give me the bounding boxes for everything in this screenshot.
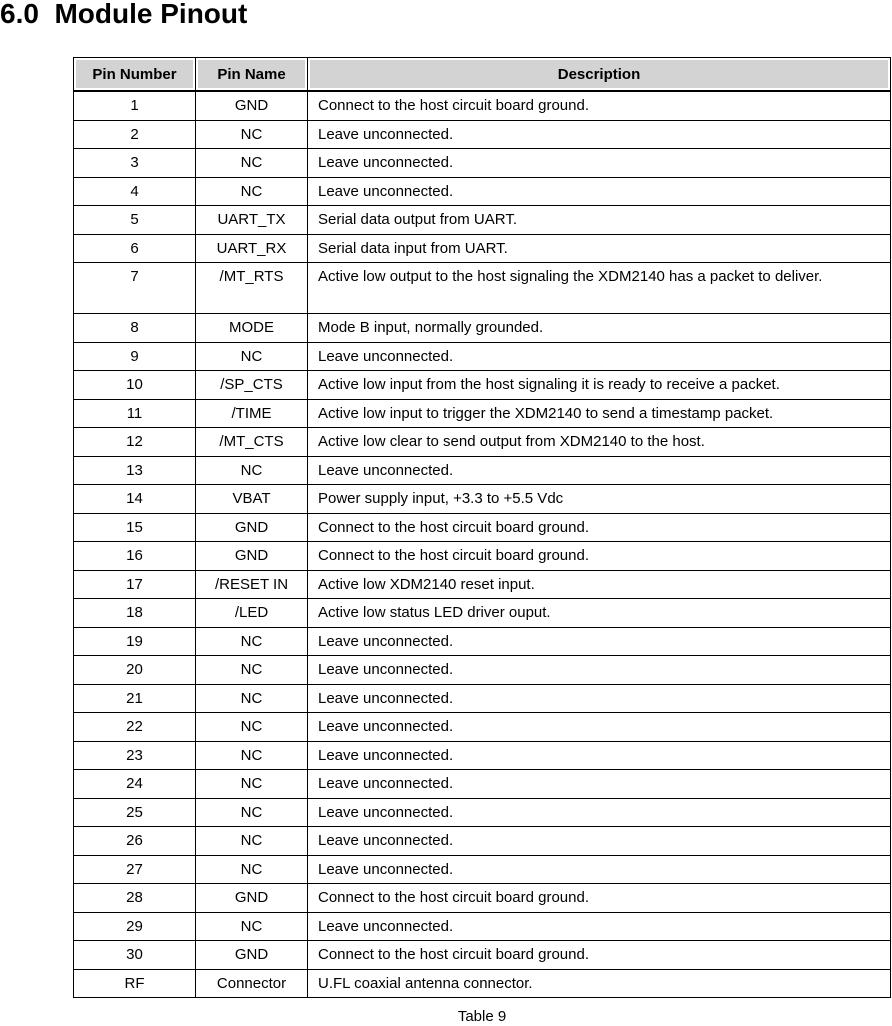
pin-number-cell: 24: [74, 770, 196, 799]
table-row: [74, 770, 891, 799]
description-cell: Active low XDM2140 reset input.: [308, 570, 891, 599]
table-row: [74, 713, 891, 742]
pin-number-cell: 6: [74, 234, 196, 263]
pin-name-cell: VBAT: [196, 485, 308, 514]
table-row: [74, 855, 891, 884]
description-cell: Active low input from the host signaling it is ready to receive a packet.: [308, 371, 891, 400]
pin-name-cell: NC: [196, 770, 308, 799]
table-row: [74, 912, 891, 941]
pinout-table-body: [74, 91, 891, 998]
description-cell: Serial data output from UART.: [308, 206, 891, 235]
table-row: [74, 542, 891, 571]
table-row: [74, 941, 891, 970]
pin-name-cell: NC: [196, 713, 308, 742]
table-row: [74, 371, 891, 400]
description-cell: Leave unconnected.: [308, 684, 891, 713]
pin-number-cell: 22: [74, 713, 196, 742]
pin-number-cell: 25: [74, 798, 196, 827]
description-cell: Leave unconnected.: [308, 120, 891, 149]
table-row: [74, 120, 891, 149]
pin-number-cell: 13: [74, 456, 196, 485]
description-cell: Connect to the host circuit board ground.: [308, 542, 891, 571]
description-cell: Active low clear to send output from XDM2140 to the host.: [308, 428, 891, 457]
pin-name-cell: UART_TX: [196, 206, 308, 235]
description-cell: Leave unconnected.: [308, 149, 891, 178]
description-cell: Active low output to the host signaling the XDM2140 has a packet to deliver.: [308, 263, 891, 314]
table-row: [74, 513, 891, 542]
description-cell: Leave unconnected.: [308, 627, 891, 656]
pin-name-cell: GND: [196, 884, 308, 913]
table-row: [74, 456, 891, 485]
pin-number-cell: 2: [74, 120, 196, 149]
table-row: [74, 314, 891, 343]
pin-number-cell: 26: [74, 827, 196, 856]
description-cell: Serial data input from UART.: [308, 234, 891, 263]
table-row: [74, 428, 891, 457]
description-cell: Active low status LED driver ouput.: [308, 599, 891, 628]
pin-number-cell: 11: [74, 399, 196, 428]
pin-name-cell: NC: [196, 456, 308, 485]
pin-name-cell: NC: [196, 656, 308, 685]
pin-number-cell: RF: [74, 969, 196, 998]
pin-number-cell: 10: [74, 371, 196, 400]
description-cell: Connect to the host circuit board ground.: [308, 513, 891, 542]
description-cell: Leave unconnected.: [308, 827, 891, 856]
table-row: [74, 969, 891, 998]
table-row: [74, 798, 891, 827]
pin-number-cell: 19: [74, 627, 196, 656]
description-cell: Leave unconnected.: [308, 798, 891, 827]
pin-name-cell: GND: [196, 513, 308, 542]
column-header-pin-name: Pin Name: [196, 58, 308, 92]
description-cell: Active low input to trigger the XDM2140 to send a timestamp packet.: [308, 399, 891, 428]
pin-number-cell: 23: [74, 741, 196, 770]
pin-name-cell: Connector: [196, 969, 308, 998]
description-cell: Connect to the host circuit board ground.: [308, 941, 891, 970]
column-header-description: Description: [308, 58, 891, 92]
pin-number-cell: 14: [74, 485, 196, 514]
pin-number-cell: 3: [74, 149, 196, 178]
pin-name-cell: /RESET IN: [196, 570, 308, 599]
description-cell: Leave unconnected.: [308, 177, 891, 206]
description-cell: Leave unconnected.: [308, 656, 891, 685]
table-caption: Table 9: [457, 1008, 507, 1025]
table-row: [74, 741, 891, 770]
description-cell: Leave unconnected.: [308, 912, 891, 941]
pin-number-cell: 15: [74, 513, 196, 542]
column-header-pin-number: Pin Number: [74, 58, 196, 92]
pin-name-cell: NC: [196, 827, 308, 856]
pin-name-cell: /SP_CTS: [196, 371, 308, 400]
table-row: [74, 234, 891, 263]
table-row: [74, 884, 891, 913]
pin-number-cell: 21: [74, 684, 196, 713]
pin-name-cell: GND: [196, 542, 308, 571]
pin-number-cell: 4: [74, 177, 196, 206]
pin-number-cell: 20: [74, 656, 196, 685]
pin-name-cell: MODE: [196, 314, 308, 343]
table-row: [74, 627, 891, 656]
pin-name-cell: GND: [196, 941, 308, 970]
table-row: [74, 177, 891, 206]
pin-number-cell: 27: [74, 855, 196, 884]
table-row: [74, 263, 891, 314]
table-row: [74, 342, 891, 371]
table-row: [74, 149, 891, 178]
table-row: [74, 827, 891, 856]
pin-number-cell: 16: [74, 542, 196, 571]
table-row: [74, 599, 891, 628]
pin-name-cell: /MT_RTS: [196, 263, 308, 314]
table-row: [74, 570, 891, 599]
pin-number-cell: 29: [74, 912, 196, 941]
pin-name-cell: GND: [196, 91, 308, 120]
pin-number-cell: 18: [74, 599, 196, 628]
table-row: [74, 485, 891, 514]
pin-name-cell: NC: [196, 855, 308, 884]
pinout-table: [73, 57, 891, 998]
pin-number-cell: 8: [74, 314, 196, 343]
pin-number-cell: 1: [74, 91, 196, 120]
description-cell: Leave unconnected.: [308, 770, 891, 799]
pin-name-cell: NC: [196, 912, 308, 941]
pin-number-cell: 17: [74, 570, 196, 599]
pin-name-cell: NC: [196, 149, 308, 178]
pin-name-cell: /TIME: [196, 399, 308, 428]
table-header-row: [74, 58, 891, 92]
table-row: [74, 399, 891, 428]
table-row: [74, 656, 891, 685]
pin-number-cell: 28: [74, 884, 196, 913]
pin-name-cell: NC: [196, 798, 308, 827]
table-row: [74, 684, 891, 713]
description-cell: Leave unconnected.: [308, 713, 891, 742]
description-cell: Leave unconnected.: [308, 456, 891, 485]
table-row: [74, 206, 891, 235]
pin-name-cell: /LED: [196, 599, 308, 628]
pin-name-cell: NC: [196, 684, 308, 713]
pin-name-cell: NC: [196, 741, 308, 770]
description-cell: Leave unconnected.: [308, 342, 891, 371]
pin-name-cell: /MT_CTS: [196, 428, 308, 457]
pin-number-cell: 12: [74, 428, 196, 457]
description-cell: Power supply input, +3.3 to +5.5 Vdc: [308, 485, 891, 514]
pin-name-cell: NC: [196, 120, 308, 149]
pin-name-cell: NC: [196, 342, 308, 371]
pin-name-cell: UART_RX: [196, 234, 308, 263]
description-cell: U.FL coaxial antenna connector.: [308, 969, 891, 998]
description-cell: Mode B input, normally grounded.: [308, 314, 891, 343]
pin-name-cell: NC: [196, 627, 308, 656]
description-cell: Leave unconnected.: [308, 855, 891, 884]
description-cell: Leave unconnected.: [308, 741, 891, 770]
pin-number-cell: 5: [74, 206, 196, 235]
pin-name-cell: NC: [196, 177, 308, 206]
description-cell: Connect to the host circuit board ground.: [308, 91, 891, 120]
table-row: [74, 91, 891, 120]
pin-number-cell: 30: [74, 941, 196, 970]
page-heading: 6.0 Module Pinout: [0, 0, 248, 29]
pin-number-cell: 7: [74, 263, 196, 314]
description-cell: Connect to the host circuit board ground.: [308, 884, 891, 913]
pin-number-cell: 9: [74, 342, 196, 371]
